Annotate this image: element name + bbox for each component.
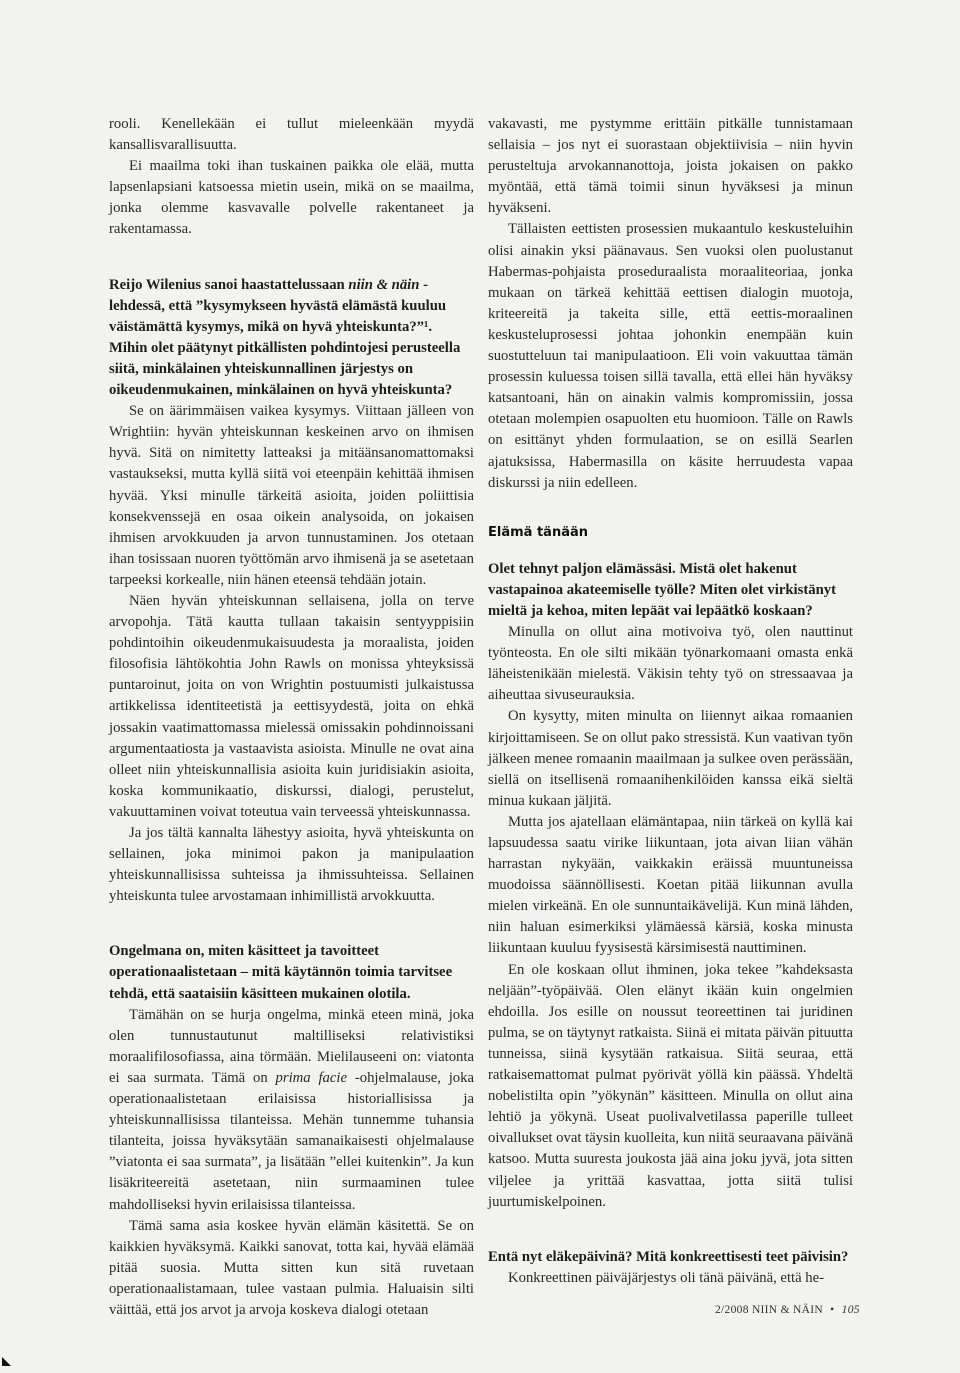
interview-question: [109, 275, 474, 402]
paragraph: [109, 1005, 474, 1216]
page-footer: [715, 1304, 860, 1316]
right-column: [488, 114, 853, 1289]
question-prefix: Reijo Wilenius sanoi haastattelussaan: [109, 276, 349, 293]
paragraph-text: -ohjelmalause, joka operationaalistetaan erilaisissa historiallisissa ja yhteiskunnallisissa tilanteissa. Mehän tunnemme tuhansia tilanteita, joissa hyväksytään samanaikaisesti ohjelmalause ”viatonta ei saa surmata”, ja lisätään ”ellei kuitenkin”. Ja kun lisäkriteereitä asetetaan, niin surmaaminen tulee mahdolliseksi hyvin erilaisissa tilanteissa.: [109, 1069, 474, 1213]
paragraph: Minulla on ollut aina motivoiva työ, olen nauttinut työnteosta. En ole silti mikään työnarkomaani omasta enkä läheistenikään mielestä. Väkisin tehty työ on stressaavaa ja aiheuttaa sivuseurauksia.: [488, 624, 853, 704]
issue-number: 2/2008: [715, 1304, 749, 1316]
paragraph: Tällaisten eettisten prosessien mukaantulo keskusteluihin olisi ainakin yksi päänavaus. Sen vuoksi olen puolustanut Habermas-pohjaista proseduraalista moraaliteoriaa, jonka mukaan on tärkeä kehittää eettisen dialogin muotoja, kriteereitä ja takeita sille, että eettis-moraalinen keskusteluprosessi johtaa johonkin enempään kuin suostutteluun tai manipulaatioon. Eli voin vakuuttaa tämän prosessin kuluessa toisen sillä tavalla, että ellei hän hyväksy katsantoani, hän on ainakin valmis kompromissiin, jossa otetaan molempien osapuolten etu huomioon. Tälle on Rawls on esittänyt yhden formulaation, se on esillä Searlen ajatuksissa, Habermasilla on käsite herruudesta vapaa diskurssi ja niin edelleen.: [488, 221, 853, 491]
page-number: 105: [841, 1304, 860, 1316]
magazine-name: NIIN & NÄIN: [751, 1304, 823, 1316]
paragraph: rooli. Kenellekään ei tullut mieleenkään myydä kansallisvarallisuutta.: [109, 116, 474, 154]
paragraph-text: Tämähän on se hurja ongelma, minkä eteen minä, joka olen tunnustautunut maltilliseksi relativistiksi moraalifilosofiassa, aina törmään. Mielilauseeni on: viatonta ei saa surmata. Tämä on: [109, 1006, 474, 1086]
paragraph: Ei maailma toki ihan tuskainen paikka ole elää, mutta lapsenlapsiani katsoessa mietin usein, mikä on se maailma, jonka olemme kasvavalle polvelle rakentaneet ja rakentamassa.: [109, 158, 474, 238]
paragraph: En ole koskaan ollut ihminen, joka tekee ”kahdeksasta neljään”-työpäivää. Olen elänyt ikään kuin ongelmien ehdoilla. Jos esille on noussut teoreettinen tai juridinen pulma, se on täytynyt ratkaista. Siinä ei mitata päivän pituutta tunneissa, siinä kysytään ratkaisua. Siitä seuraa, että ratkaisemattomat pulmat pyörivät yöllä kin päässä. Yhdeltä nobelistilta opin ”yökynän” käsitteen. Minulla on ollut aina lehtiö ja yökynä. Useat puolivalvetilassa paperille tulleet oivallukset ovat täysin kuolleita, kun niitä seuraavana päivänä katsoo. Mutta suuresta joukosta jää aina joku jyvä, jota sitten viljelee ja yrittää kasvattaa, jotta siitä tulisi juurtumiskelpoinen.: [488, 961, 853, 1210]
left-column: [109, 114, 474, 1321]
paragraph: Ja jos tältä kannalta lähestyy asioita, hyvä yhteiskunta on sellainen, joka minimoi pakon ja manipulaation yhteiskunnallisissa suhteissa ja ihmissuhteissa. Sellainen yhteiskunta tulee arvostamaan inhimillistä arvokkuutta.: [109, 825, 474, 905]
question-suffix: -lehdessä, että ”kysymykseen hyvästä elämästä kuuluu väistämättä kysymys, mikä on hyvä yhteiskunta?”¹. Mihin olet päätynyt pitkällisten pohdintojesi perusteella siitä, minkälainen yhteiskunnallinen järjestys on oikeudenmukainen, minkälainen on hyvä yhteiskunta?: [109, 276, 461, 399]
magazine-name: niin & näin: [348, 276, 420, 293]
italic-phrase: prima facie: [275, 1069, 347, 1086]
interview-question: Olet tehnyt paljon elämässäsi. Mistä olet hakenut vastapainoa akateemiselle työlle? Miten olet virkistänyt mieltä ja kehoa, miten lepäät vai lepäätkö koskaan?: [488, 560, 836, 619]
paragraph: vakavasti, me pystymme erittäin pitkälle tunnistamaan sellaisia – jos nyt ei suorastaan objektiivisia – niin hyvin perusteltuja arvokannanottoja, joista jokaisen on pakko myöntää, että tämä toimii sinun hyväksesi ja minun hyväkseni.: [488, 116, 853, 217]
interview-question: Entä nyt eläkepäivinä? Mitä konkreettisesti teet päivisin?: [488, 1248, 849, 1265]
paragraph: Mutta jos ajatellaan elämäntapaa, niin tärkeä on kyllä kai lapsuudessa saatu virike liikuntaan, jota aivan liian vähän harrastan nykyään, vaikkakin eräissä muuntuneissa muodoissa säännöllisesti. Koetan pitää liikunnan avulla mielen virkeänä. En ole sunnuntaikävelijä. Kun minä lähden, niin haluan esimerkiksi ylämäessä kärsiä, koska minusta liikuntaan kuuluu fyysisestä kärsimisestä nauttiminen.: [488, 813, 853, 957]
paragraph: Tämä sama asia koskee hyvän elämän käsitettä. Se on kaikkien hyväksymä. Kaikki sanovat, totta kai, hyvää elämää pitää suosia. Mutta sitten kun sitä ruvetaan operationaalistamaan, tulee vastaan pulmia. Haluaisin silti väittää, että jos arvot ja arvoja koskeva dialogi otetaan: [109, 1217, 474, 1318]
section-heading: Elämä tänään: [488, 524, 588, 540]
interview-question: Ongelmana on, miten käsitteet ja tavoitteet operationaalistetaan – mitä käytännön toimia tarvitsee tehdä, että saataisiin käsitteen mukainen olotila.: [109, 943, 453, 1002]
paragraph: On kysytty, miten minulta on liiennyt aikaa romaanien kirjoittamiseen. Se on ollut pako stressistä. Kun vaativan työn jälkeen menee romaanin maailmaan ja sulkee oven perässään, siellä on itsellisenä romaanihenkilöiden kanssa eikä sieltä minua kukaan jäljitä.: [488, 708, 853, 809]
paragraph: Se on äärimmäisen vaikea kysymys. Viittaan jälleen von Wrightiin: hyvän yhteiskunnan keskeinen arvo on ihmisen hyvä. Sitä on nimitetty latteaksi ja mitäänsanomattomaksi vastaukseksi, mutta kyllä siitä voi eteenpäin kehittää ihmisen hyvää. Yksi minulle tärkeitä asioita, joiden poliittisia konsekvenssejä en osaa oikein analysoida, on jokaisen ihmisen arvokkuuden ja arvon tunnustaminen. Jos otetaan ihan tosissaan nuoren työttömän arvo ihmisenä ja se asetetaan tarpeeksi korkealle, niin hänen eteensä tehdään jotain.: [109, 403, 474, 588]
paragraph: Näen hyvän yhteiskunnan sellaisena, jolla on terve arvopohja. Tätä kautta tullaan takaisin sentyyppisiin pohdintoihin oikeudenmukaisuudesta ja moraalista, joiden filosofisia lähtökohtia John Rawls on monissa yhteyksissä puntaroinut, joita on von Wrightin postuumisti julkaistussa artikkelissa identiteetistä ja eettisyydestä, joita on ehkä jossakin vaatimattomassa mielessä omissakin pohdinnoissani argumentaatiosta ja vastaavista asioista. Minulle ne ovat aina olleet niin yhteiskunnallisia asioita kuin juridisiakin asioita, koska kommunikaatio, diskurssi, dialogi, perustelut, vakuuttaminen voivat toteutua vain terveessä yhteiskunnassa.: [109, 592, 474, 820]
bullet-separator: •: [830, 1304, 835, 1316]
corner-crop-mark: [2, 1357, 11, 1366]
paragraph: Konkreettinen päiväjärjestys oli tänä päivänä, että he-: [508, 1269, 825, 1286]
